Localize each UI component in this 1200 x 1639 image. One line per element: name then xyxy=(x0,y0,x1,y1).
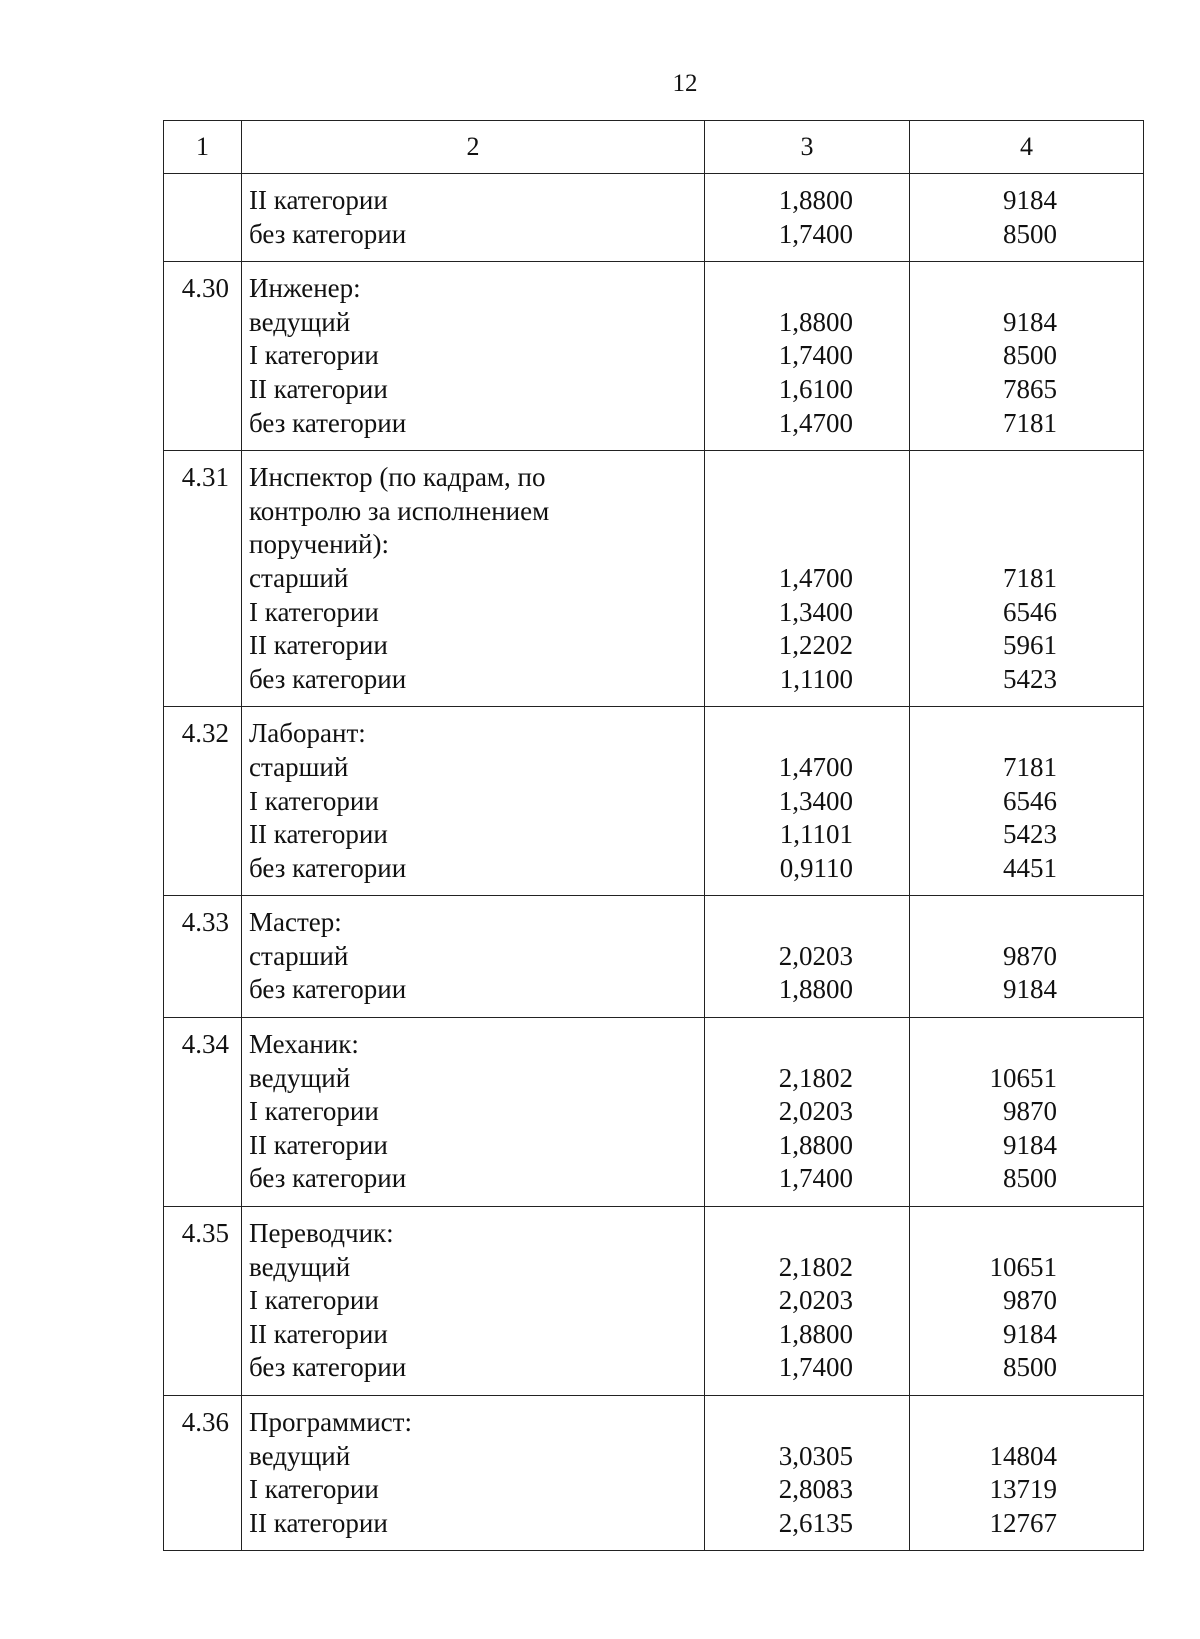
position-title: I категории xyxy=(249,785,379,816)
coefficient-value: 1,1101 xyxy=(779,819,853,850)
position-title: Программист: xyxy=(249,1407,412,1437)
position-title: ведущий xyxy=(249,306,351,337)
coefficient-value-cell xyxy=(705,1207,910,1396)
salary-table xyxy=(163,120,1144,1551)
position-title-cell xyxy=(242,1207,705,1396)
salary-value xyxy=(910,906,1057,940)
salary-value-cell xyxy=(910,174,1144,262)
position-title: поручений): xyxy=(249,529,389,560)
coefficient-value: 1,4700 xyxy=(778,562,853,593)
coefficient-value: 1,8800 xyxy=(778,1318,853,1349)
coefficient-value: 1,7400 xyxy=(778,218,853,249)
position-title: I категории xyxy=(249,1285,379,1316)
coefficient-value: 1,2202 xyxy=(778,630,853,661)
position-title: без категории xyxy=(249,1163,407,1194)
table-body xyxy=(164,121,1144,1551)
row-number: 4.35 xyxy=(164,1207,242,1396)
coefficient-value: 1,1100 xyxy=(779,663,853,694)
row-number: 4.34 xyxy=(164,1018,242,1207)
position-title: без категории xyxy=(249,407,407,438)
position-title: Инженер: xyxy=(249,273,361,304)
coefficient-value: 1,7400 xyxy=(778,1163,853,1194)
coefficient-value xyxy=(705,495,853,529)
coefficient-value xyxy=(705,272,853,306)
salary-value: 10651 xyxy=(989,1062,1057,1093)
salary-value-cell xyxy=(910,1207,1144,1396)
coefficient-value-cell xyxy=(705,174,910,262)
salary-value: 6546 xyxy=(1003,785,1057,816)
position-title: Мастер: xyxy=(249,907,342,938)
coefficient-value-cell xyxy=(705,1396,910,1551)
coefficient-value: 2,8083 xyxy=(778,1474,853,1505)
coefficient-value: 1,6100 xyxy=(778,373,853,404)
position-title-cell xyxy=(242,1018,705,1207)
salary-value: 7865 xyxy=(1003,373,1057,404)
position-title: II категории xyxy=(249,1507,388,1538)
coefficient-value: 1,8800 xyxy=(778,306,853,337)
coefficient-value: 1,7400 xyxy=(778,1352,853,1383)
salary-value: 7181 xyxy=(1003,562,1057,593)
coefficient-value xyxy=(705,906,853,940)
coefficient-value: 1,8800 xyxy=(778,1129,853,1160)
position-title: без категории xyxy=(249,218,407,249)
coefficient-value: 1,7400 xyxy=(778,340,853,371)
salary-value: 8500 xyxy=(1003,1352,1057,1383)
table-row xyxy=(164,1207,1144,1396)
column-header: 2 xyxy=(242,121,705,174)
salary-value: 9184 xyxy=(1003,185,1057,215)
salary-value xyxy=(910,1028,1057,1062)
coefficient-value: 2,0203 xyxy=(778,1096,853,1127)
table-row xyxy=(164,707,1144,896)
coefficient-value: 1,8800 xyxy=(778,974,853,1005)
salary-value: 5423 xyxy=(1003,663,1057,694)
row-number xyxy=(164,174,242,262)
coefficient-value: 1,3400 xyxy=(778,785,853,816)
coefficient-value-cell xyxy=(705,707,910,896)
coefficient-value xyxy=(705,1217,853,1251)
salary-value xyxy=(910,1406,1057,1440)
salary-value: 9184 xyxy=(1003,306,1057,337)
position-title: Механик: xyxy=(249,1029,359,1060)
position-title-cell xyxy=(242,707,705,896)
salary-value-cell xyxy=(910,451,1144,707)
position-title: без категории xyxy=(249,974,407,1005)
coefficient-value-cell xyxy=(705,1018,910,1207)
position-title: I категории xyxy=(249,340,379,371)
position-title-cell xyxy=(242,896,705,1018)
position-title: II категории xyxy=(249,630,388,661)
page-number: 12 xyxy=(672,70,698,97)
coefficient-value: 2,0203 xyxy=(778,940,853,971)
position-title: старший xyxy=(249,562,349,593)
coefficient-value: 2,0203 xyxy=(778,1285,853,1316)
position-title: старший xyxy=(249,940,349,971)
salary-value xyxy=(910,528,1057,562)
salary-value: 9870 xyxy=(1003,1285,1057,1316)
position-title: Переводчик: xyxy=(249,1218,394,1249)
row-number: 4.33 xyxy=(164,896,242,1018)
position-title: I категории xyxy=(249,1096,379,1127)
salary-value xyxy=(910,717,1057,751)
salary-value: 13719 xyxy=(989,1474,1057,1505)
position-title: без категории xyxy=(249,1352,407,1383)
column-header: 1 xyxy=(164,121,242,174)
salary-value: 9184 xyxy=(1003,1129,1057,1160)
position-title: II категории xyxy=(249,819,388,850)
position-title: ведущий xyxy=(249,1062,351,1093)
column-header: 4 xyxy=(910,121,1144,174)
salary-value-cell xyxy=(910,896,1144,1018)
salary-value: 8500 xyxy=(1003,218,1057,249)
coefficient-value xyxy=(705,1028,853,1062)
salary-value: 5961 xyxy=(1003,630,1057,661)
table-row xyxy=(164,451,1144,707)
salary-value: 8500 xyxy=(1003,1163,1057,1194)
row-number: 4.32 xyxy=(164,707,242,896)
table-row xyxy=(164,1018,1144,1207)
row-number: 4.36 xyxy=(164,1396,242,1551)
salary-value-cell xyxy=(910,1018,1144,1207)
position-title: старший xyxy=(249,751,349,782)
position-title: II категории xyxy=(249,1318,388,1349)
column-header: 3 xyxy=(705,121,910,174)
position-title-cell xyxy=(242,1396,705,1551)
table-row xyxy=(164,262,1144,451)
salary-value: 4451 xyxy=(1003,852,1057,883)
coefficient-value: 2,1802 xyxy=(778,1062,853,1093)
salary-value-cell xyxy=(910,707,1144,896)
table-row xyxy=(164,174,1144,262)
table-row xyxy=(164,896,1144,1018)
salary-value xyxy=(910,272,1057,306)
coefficient-value xyxy=(705,461,853,495)
salary-value-cell xyxy=(910,1396,1144,1551)
position-title: контролю за исполнением xyxy=(249,495,550,526)
coefficient-value: 2,6135 xyxy=(778,1507,853,1538)
coefficient-value: 1,4700 xyxy=(778,751,853,782)
row-number: 4.30 xyxy=(164,262,242,451)
salary-value: 6546 xyxy=(1003,596,1057,627)
salary-value: 9870 xyxy=(1003,940,1057,971)
position-title: ведущий xyxy=(249,1251,351,1282)
coefficient-value xyxy=(705,528,853,562)
coefficient-value-cell xyxy=(705,896,910,1018)
salary-value: 9184 xyxy=(1003,974,1057,1005)
coefficient-value: 1,4700 xyxy=(778,407,853,438)
salary-value-cell xyxy=(910,262,1144,451)
salary-value: 5423 xyxy=(1003,819,1057,850)
table-header-row xyxy=(164,121,1144,174)
coefficient-value: 0,9110 xyxy=(779,852,853,883)
coefficient-value: 1,3400 xyxy=(778,596,853,627)
position-title: без категории xyxy=(249,663,407,694)
position-title: ведущий xyxy=(249,1440,351,1471)
position-title-cell xyxy=(242,262,705,451)
coefficient-value: 2,1802 xyxy=(778,1251,853,1282)
salary-value: 10651 xyxy=(989,1251,1057,1282)
position-title: Лаборант: xyxy=(249,718,366,749)
position-title: I категории xyxy=(249,1474,379,1505)
salary-value: 7181 xyxy=(1003,751,1057,782)
position-title-cell xyxy=(242,451,705,707)
coefficient-value xyxy=(705,1406,853,1440)
salary-value: 14804 xyxy=(989,1440,1057,1471)
position-title-cell xyxy=(242,174,705,262)
salary-value xyxy=(910,495,1057,529)
row-number: 4.31 xyxy=(164,451,242,707)
salary-value: 8500 xyxy=(1003,340,1057,371)
salary-value xyxy=(910,461,1057,495)
coefficient-value xyxy=(705,717,853,751)
salary-value: 12767 xyxy=(989,1507,1057,1538)
coefficient-value-cell xyxy=(705,262,910,451)
coefficient-value-cell xyxy=(705,451,910,707)
salary-value: 9870 xyxy=(1003,1096,1057,1127)
salary-value: 9184 xyxy=(1003,1318,1057,1349)
position-title: II категории xyxy=(249,1129,388,1160)
position-title: Инспектор (по кадрам, по xyxy=(249,462,546,493)
position-title: I категории xyxy=(249,596,379,627)
position-title: II категории xyxy=(249,185,388,215)
coefficient-value: 3,0305 xyxy=(778,1440,853,1471)
position-title: без категории xyxy=(249,852,407,883)
coefficient-value: 1,8800 xyxy=(778,185,853,215)
salary-value: 7181 xyxy=(1003,407,1057,438)
salary-value xyxy=(910,1217,1057,1251)
table-row xyxy=(164,1396,1144,1551)
position-title: II категории xyxy=(249,373,388,404)
